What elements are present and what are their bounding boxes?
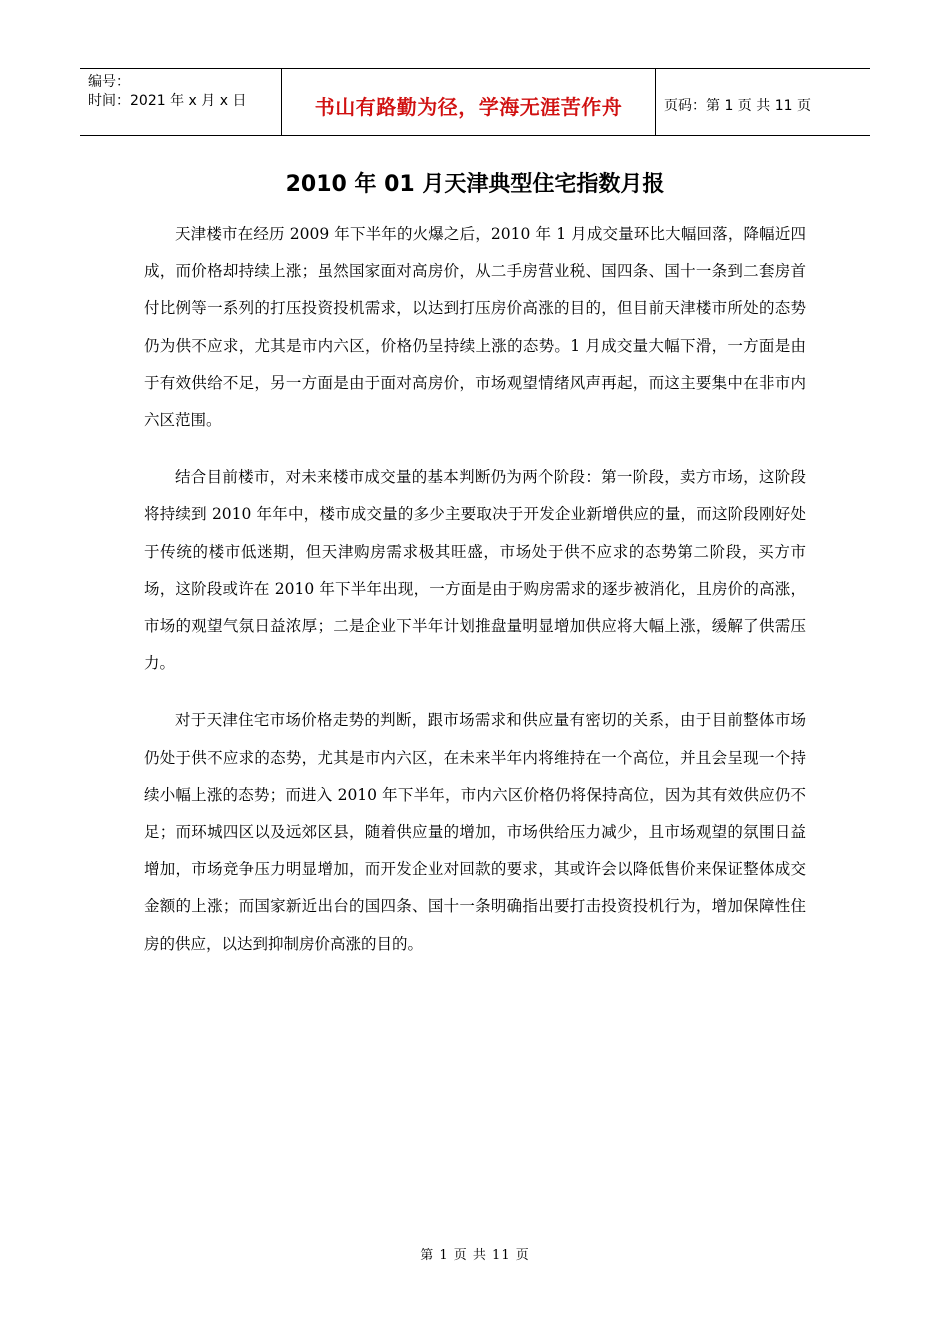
document-body [144,216,806,983]
page-info-text: 页码：第 1 页 共 11 页 [664,98,811,114]
motto-text: 书山有路勤为径，学海无涯苦作舟 [314,94,623,119]
paragraph: 结合目前楼市，对未来楼市成交量的基本判断仍为两个阶段：第一阶段，卖方市场，这阶段将持续到 2010 年年中，楼市成交量的多少主要取决于开发企业新增供应的量，而这阶段刚好处于传统的楼市低迷期，但天津购房需求极其旺盛，市场处于供不应求的态势第二阶段，买方市场，这阶段或许在 2010 年下半年出现，一方面是由于购房需求的逐步被消化，且房价的高涨，市场的观望气氛日益浓厚；二是企业下半年计划推盘量明显增加供应将大幅上涨，缓解了供需压力。 [144,468,806,673]
page-footer: 第 1 页 共 11 页 [420,1248,530,1263]
motto-cell [282,69,656,135]
header-table [80,68,870,136]
document-title: 2010 年 01 月天津典型住宅指数月报 [285,172,665,197]
header-meta-cell [80,69,282,135]
paragraph: 天津楼市在经历 2009 年下半年的火爆之后，2010 年 1 月成交量环比大幅回落，降幅近四成，而价格却持续上涨；虽然国家面对高房价，从二手房营业税、国四条、国十一条到二套房首付比例等一系列的打压投资投机需求，以达到打压房价高涨的目的，但目前天津楼市所处的态势仍为供不应求，尤其是市内六区，价格仍呈持续上涨的态势。1 月成交量大幅下滑，一方面是由于有效供给不足，另一方面是由于面对高房价，市场观望情绪风声再起，而这主要集中在非市内六区范围。 [144,225,806,430]
paragraph: 对于天津住宅市场价格走势的判断，跟市场需求和供应量有密切的关系，由于目前整体市场仍处于供不应求的态势，尤其是市内六区，在未来半年内将维持在一个高位，并且会呈现一个持续小幅上涨的态势；而进入 2010 年下半年，市内六区价格仍将保持高位，因为其有效供应仍不足；而环城四区以及远郊区县，随着供应量的增加，市场供给压力减少，且市场观望的氛围日益增加，市场竞争压力明显增加，而开发企业对回款的要求，其或许会以降低售价来保证整体成交金额的上涨；而国家新近出台的国四条、国十一条明确指出要打击投资投机行为，增加保障性住房的供应，以达到抑制房价高涨的目的。 [144,711,806,953]
time-label: 时间：2021 年 x 月 x 日 [88,93,247,109]
page-info-cell [656,69,870,135]
number-label: 编号： [88,74,130,90]
